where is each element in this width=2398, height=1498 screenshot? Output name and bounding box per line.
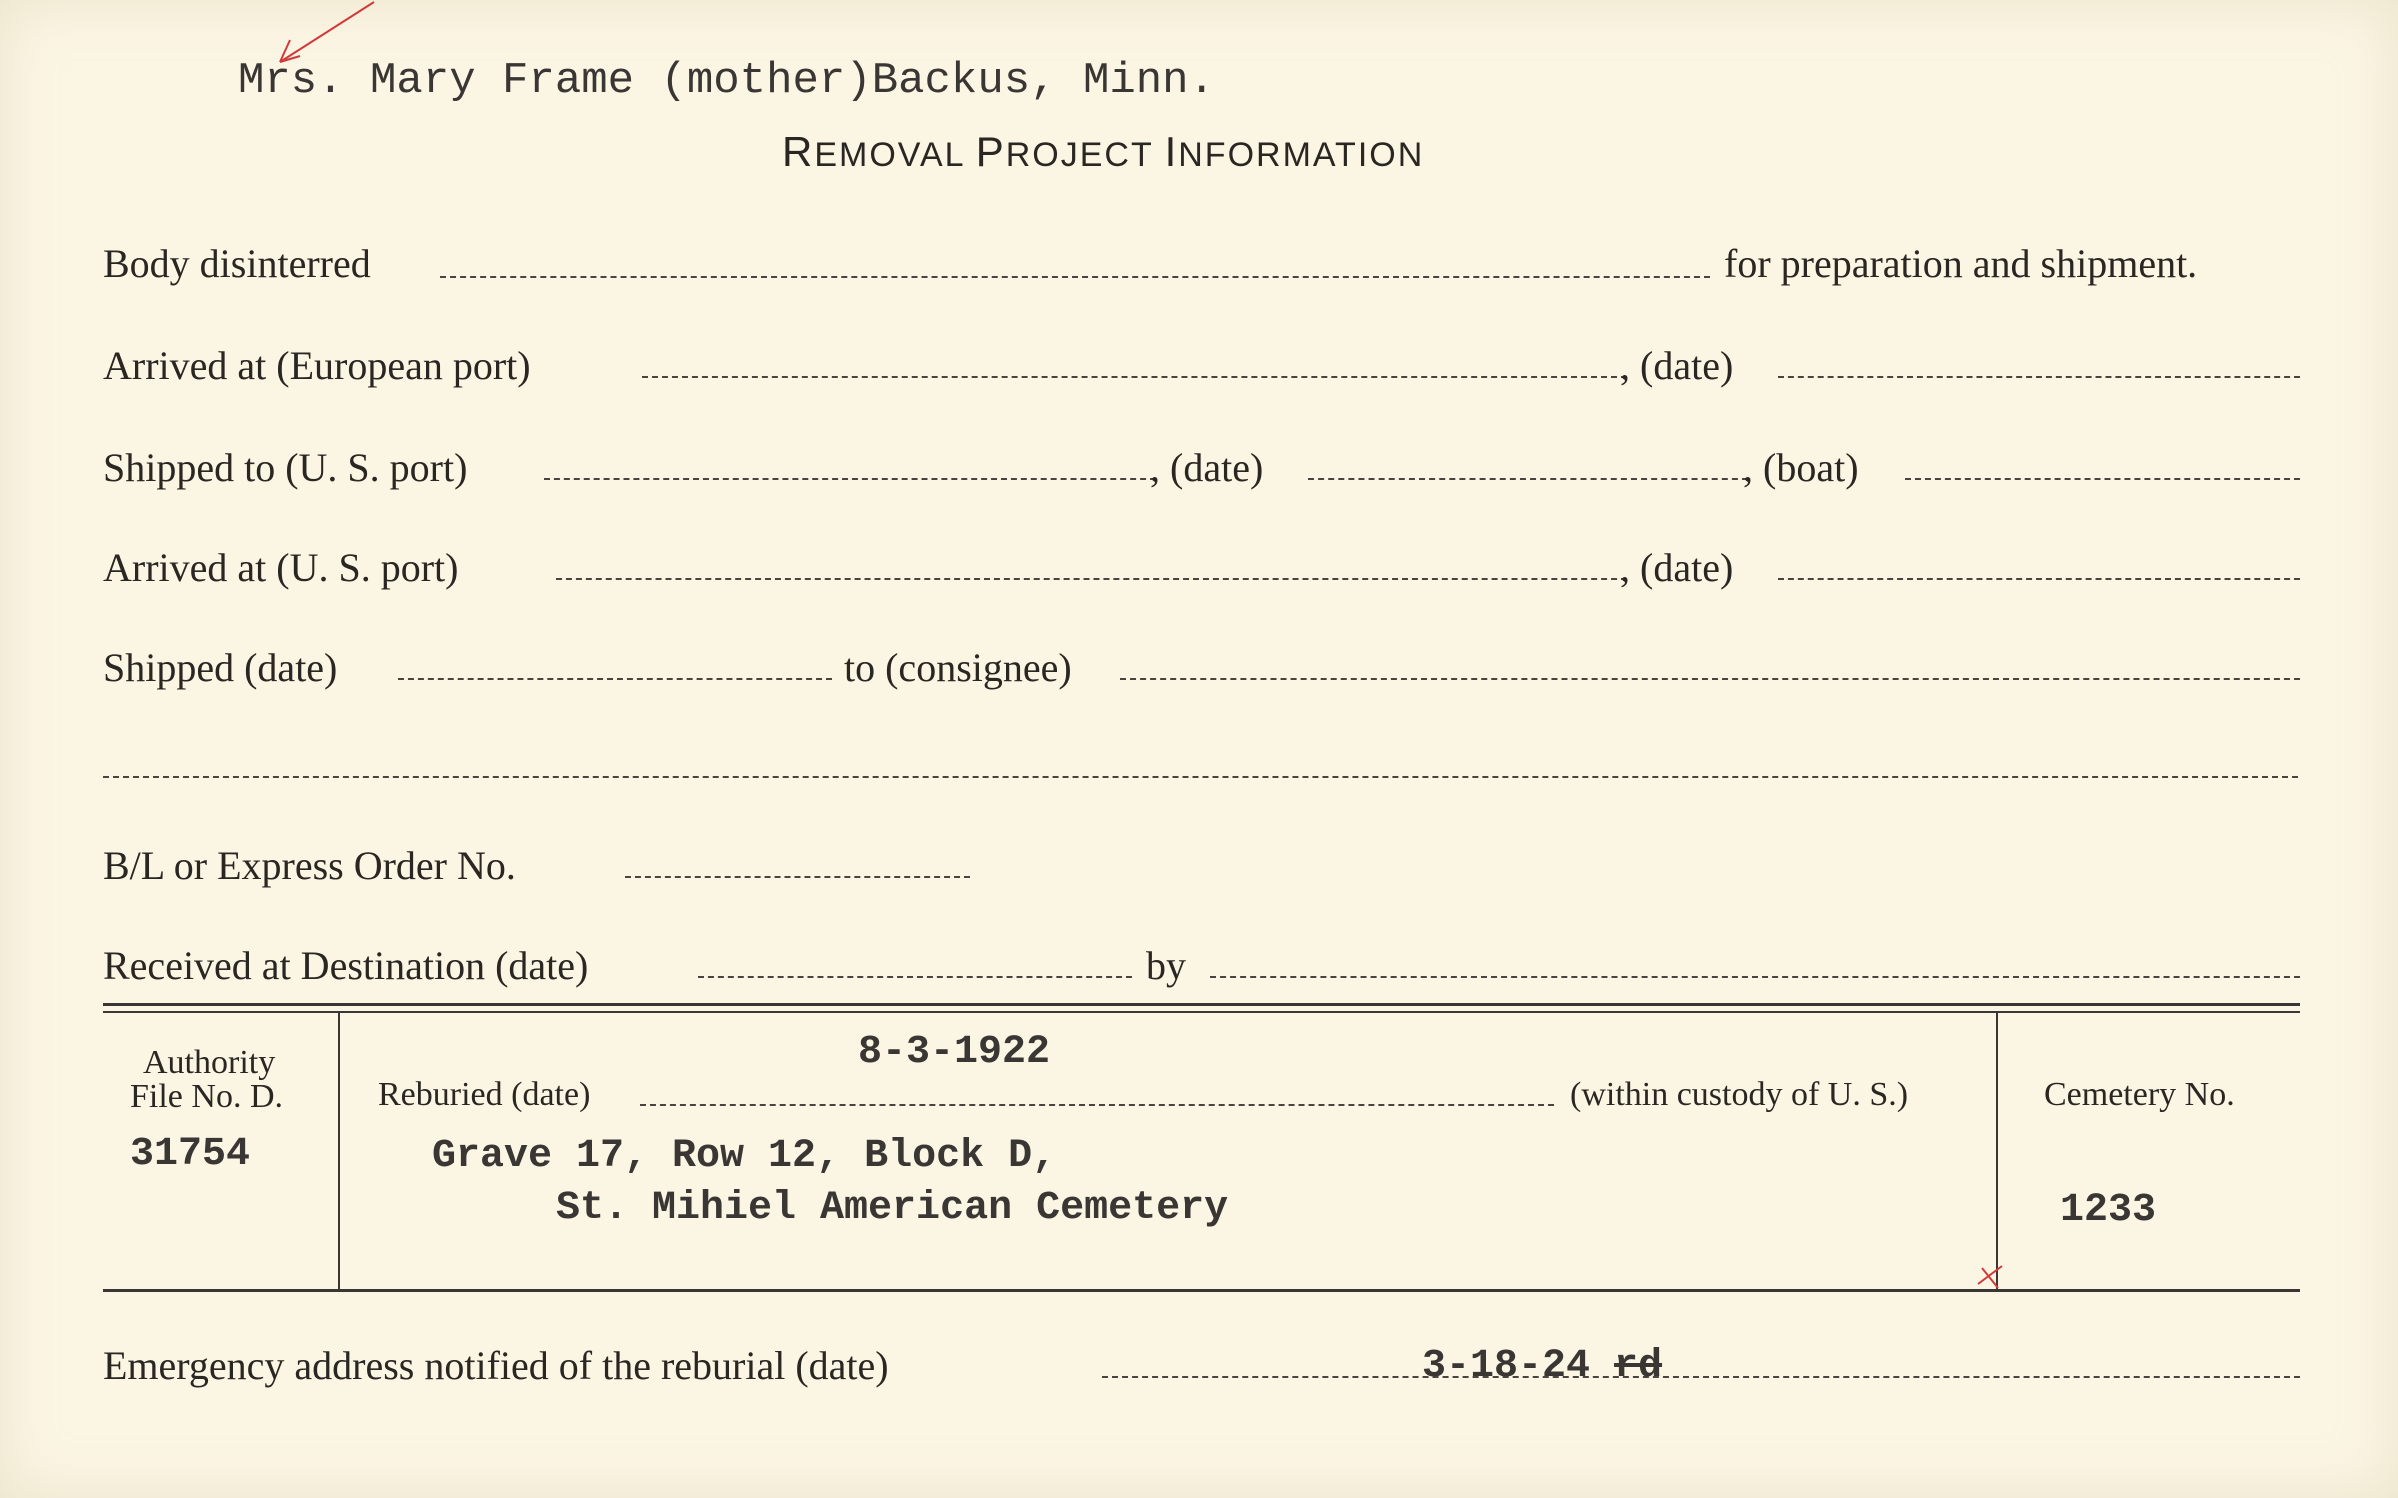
cemetery-no-label: Cemetery No. [2044, 1076, 2235, 1113]
cemetery-number: 1233 [2060, 1188, 2157, 1233]
arrived-european-line [642, 376, 1627, 378]
title-initial-r: R [782, 128, 815, 175]
box-top-rule-2 [103, 1011, 2300, 1013]
reburied-date-label: Reburied (date) [378, 1076, 591, 1113]
boat-line [1905, 478, 2300, 480]
arrived-us-label: Arrived at (U. S. port) [103, 545, 459, 590]
emergency-date-value [1422, 1344, 1662, 1389]
date-line-2 [1308, 478, 1748, 480]
file-number: 31754 [130, 1132, 251, 1177]
date-line-1 [1778, 376, 2300, 378]
box-bottom-rule [103, 1289, 2300, 1292]
box-divider-right [1996, 1013, 1998, 1289]
grave-location-line-2: St. Mihiel American Cemetery [556, 1186, 1229, 1231]
custody-label: (within custody of U. S.) [1570, 1076, 1909, 1113]
title-project: ROJECT [1005, 136, 1165, 174]
date-label-3: , (date) [1620, 545, 1734, 590]
by-label: by [1146, 943, 1186, 988]
date-label-2: , (date) [1150, 445, 1264, 490]
addressee-line: Mrs. Mary Frame (mother)Backus, Minn. [238, 56, 1215, 106]
date-label-1: , (date) [1620, 343, 1734, 388]
arrived-us-line [556, 578, 1627, 580]
date-line-3 [1778, 578, 2300, 580]
bl-order-line [625, 876, 970, 878]
file-no-label: File No. D. [130, 1078, 283, 1115]
grave-location-line-1: Grave 17, Row 12, Block D, [432, 1134, 1057, 1179]
boat-label: , (boat) [1743, 445, 1859, 490]
reburied-date-value: 8-3-1922 [858, 1030, 1051, 1075]
received-date-line [698, 976, 1132, 978]
emergency-date-line [1102, 1376, 2300, 1378]
received-by-line [1210, 976, 2300, 978]
title-information: NFORMATION [1178, 136, 1425, 174]
bl-order-label: B/L or Express Order No. [103, 843, 516, 888]
title-removal: EMOVAL [814, 136, 976, 174]
title-initial-i: I [1164, 128, 1179, 175]
arrived-european-label: Arrived at (European port) [103, 343, 531, 388]
consignee-continuation-line [103, 776, 2298, 778]
authority-label: Authority [143, 1044, 276, 1081]
body-disinterred-line [440, 276, 1710, 278]
shipped-to-us-label: Shipped to (U. S. port) [103, 445, 468, 490]
clerk-initials: rd [1614, 1344, 1663, 1389]
to-consignee-label: to (consignee) [844, 645, 1072, 690]
reburied-date-line [640, 1104, 1554, 1106]
box-top-rule [103, 1003, 2300, 1006]
shipped-date-line [398, 678, 832, 680]
for-preparation-label: for preparation and shipment. [1724, 241, 2198, 286]
body-disinterred-label: Body disinterred [103, 241, 371, 286]
shipped-date-label: Shipped (date) [103, 645, 338, 690]
box-divider-left [338, 1013, 340, 1289]
emergency-date: 3-18-24 [1422, 1344, 1591, 1389]
title-initial-p: P [975, 128, 1006, 175]
emergency-address-label: Emergency address notified of the reburial (date) [103, 1343, 889, 1388]
card-title [782, 128, 1424, 176]
received-destination-label: Received at Destination (date) [103, 943, 589, 988]
shipped-to-us-line [544, 478, 1156, 480]
consignee-line [1120, 678, 2300, 680]
